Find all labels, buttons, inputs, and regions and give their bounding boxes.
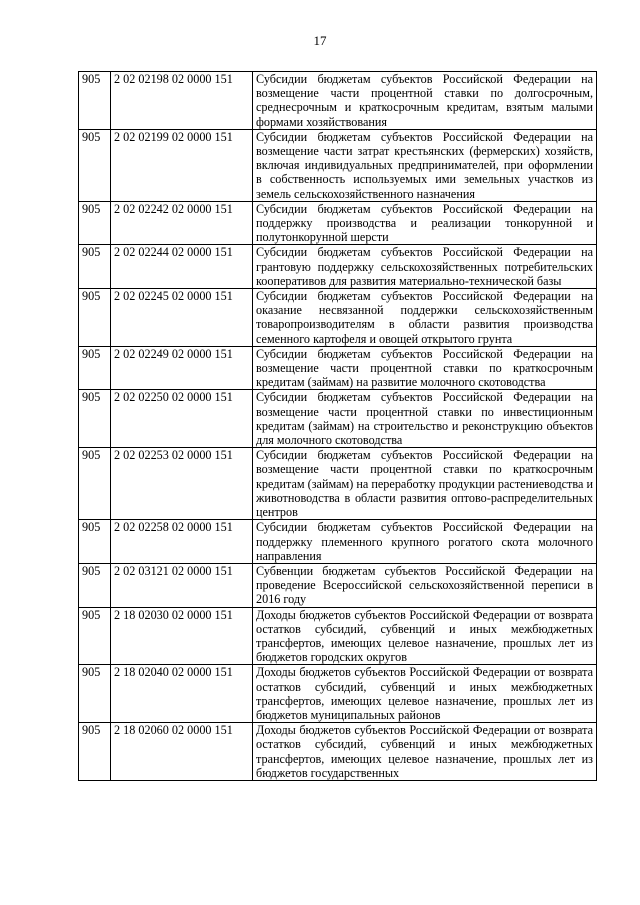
table-row bbox=[79, 289, 597, 347]
description-cell: Доходы бюджетов субъектов Российской Федерации от возврата остатков субсидий, субвенций и иных межбюджетных трансфертов, имеющих целевое назначение, прошлых лет из бюджетов муниципальных районов bbox=[253, 665, 597, 723]
budget-code-cell: 2 02 02258 02 0000 151 bbox=[111, 520, 253, 564]
table-row bbox=[79, 563, 597, 607]
admin-code-cell: 905 bbox=[79, 723, 111, 781]
admin-code-cell: 905 bbox=[79, 289, 111, 347]
admin-code-cell: 905 bbox=[79, 72, 111, 130]
description-cell: Доходы бюджетов субъектов Российской Федерации от возврата остатков субсидий, субвенций и иных межбюджетных трансфертов, имеющих целевое назначение, прошлых лет из бюджетов государственных bbox=[253, 723, 597, 781]
admin-code-cell: 905 bbox=[79, 346, 111, 390]
budget-code-cell: 2 02 02244 02 0000 151 bbox=[111, 245, 253, 289]
budget-code-cell: 2 02 02242 02 0000 151 bbox=[111, 201, 253, 245]
table-row bbox=[79, 390, 597, 448]
admin-code-cell: 905 bbox=[79, 448, 111, 520]
table-row bbox=[79, 520, 597, 564]
table-row bbox=[79, 129, 597, 201]
description-cell: Доходы бюджетов субъектов Российской Федерации от возврата остатков субсидий, субвенций и иных межбюджетных трансфертов, имеющих целевое назначение, прошлых лет из бюджетов городских округов bbox=[253, 607, 597, 665]
budget-code-cell: 2 02 02199 02 0000 151 bbox=[111, 129, 253, 201]
description-cell: Субсидии бюджетам субъектов Российской Федерации на возмещение части процентной ставки по долгосрочным, среднесрочным и краткосрочным кредитам, взятым малыми формами хозяйствования bbox=[253, 72, 597, 130]
description-cell: Субсидии бюджетам субъектов Российской Федерации на возмещение части процентной ставки по краткосрочным кредитам (займам) на развитие молочного скотоводства bbox=[253, 346, 597, 390]
table-row bbox=[79, 72, 597, 130]
budget-code-cell: 2 02 02198 02 0000 151 bbox=[111, 72, 253, 130]
page-number: 17 bbox=[313, 33, 327, 48]
description-cell: Субсидии бюджетам субъектов Российской Федерации на поддержку племенного крупного рогатого скота молочного направления bbox=[253, 520, 597, 564]
admin-code-cell: 905 bbox=[79, 245, 111, 289]
admin-code-cell: 905 bbox=[79, 520, 111, 564]
table-row bbox=[79, 448, 597, 520]
description-cell: Субсидии бюджетам субъектов Российской Федерации на возмещение части процентной ставки по инвестиционным кредитам (займам) на строительство и реконструкцию объектов для молочного скотоводства bbox=[253, 390, 597, 448]
table-row bbox=[79, 665, 597, 723]
description-cell: Субсидии бюджетам субъектов Российской Федерации на поддержку производства и реализации тонкорунной и полутонкорунной шерсти bbox=[253, 201, 597, 245]
budget-code-cell: 2 18 02040 02 0000 151 bbox=[111, 665, 253, 723]
admin-code-cell: 905 bbox=[79, 563, 111, 607]
admin-code-cell: 905 bbox=[79, 201, 111, 245]
admin-code-cell: 905 bbox=[79, 129, 111, 201]
description-cell: Субсидии бюджетам субъектов Российской Федерации на возмещение части процентной ставки по краткосрочным кредитам (займам) на переработку продукции растениеводства и животноводства в области развития оптово-распределительных центров bbox=[253, 448, 597, 520]
budget-code-cell: 2 02 02245 02 0000 151 bbox=[111, 289, 253, 347]
budget-code-cell: 2 02 02250 02 0000 151 bbox=[111, 390, 253, 448]
description-cell: Субсидии бюджетам субъектов Российской Федерации на возмещение части затрат крестьянских (фермерских) хозяйств, включая индивидуальных предпринимателей, при оформлении в собственность используемых ими земельных участков из земель сельскохозяйственного назначения bbox=[253, 129, 597, 201]
budget-code-cell: 2 02 03121 02 0000 151 bbox=[111, 563, 253, 607]
description-cell: Субвенции бюджетам субъектов Российской Федерации на проведение Всероссийской сельскохозяйственной переписи в 2016 году bbox=[253, 563, 597, 607]
description-cell: Субсидии бюджетам субъектов Российской Федерации на оказание несвязанной поддержки сельскохозяйственным товаропроизводителям в области развития производства семенного картофеля и овощей открытого грунта bbox=[253, 289, 597, 347]
admin-code-cell: 905 bbox=[79, 665, 111, 723]
table-row bbox=[79, 346, 597, 390]
budget-code-cell: 2 02 02253 02 0000 151 bbox=[111, 448, 253, 520]
admin-code-cell: 905 bbox=[79, 607, 111, 665]
budget-code-cell: 2 18 02030 02 0000 151 bbox=[111, 607, 253, 665]
budget-code-cell: 2 02 02249 02 0000 151 bbox=[111, 346, 253, 390]
budget-code-table bbox=[78, 71, 597, 781]
budget-code-cell: 2 18 02060 02 0000 151 bbox=[111, 723, 253, 781]
description-cell: Субсидии бюджетам субъектов Российской Федерации на грантовую поддержку сельскохозяйственных потребительских кооперативов для развития материально-технической базы bbox=[253, 245, 597, 289]
admin-code-cell: 905 bbox=[79, 390, 111, 448]
table-row bbox=[79, 607, 597, 665]
table-row bbox=[79, 201, 597, 245]
table-row bbox=[79, 723, 597, 781]
table-row bbox=[79, 245, 597, 289]
